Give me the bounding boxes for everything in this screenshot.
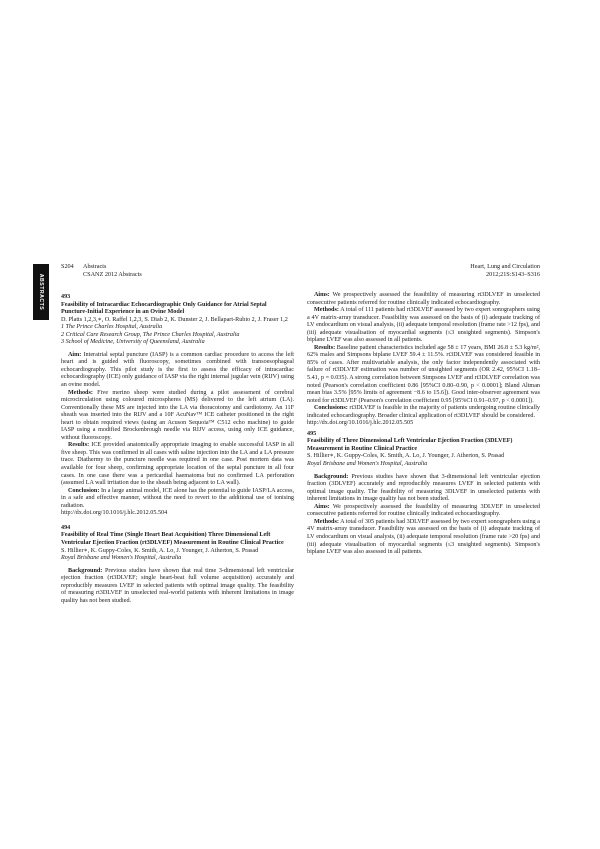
abstract-authors: S. Hillier∗, K. Guppy-Coles, K. Smith, A. Lo, J. Younger, J. Atherton, S. Prasad xyxy=(307,453,505,460)
right-column xyxy=(307,292,540,557)
section-label: Aims: xyxy=(314,292,330,298)
abstract-methods xyxy=(61,390,294,443)
abstract-aims xyxy=(307,292,540,307)
abstract-authors: D. Platts 1,2,3,∗, O. Raffel 1,2,3, S. Diab 2, K. Dunster 2, J. Bellapart-Rubio 2, J. Fraser 1,2 xyxy=(61,316,288,323)
section-text: Five merino sheep were studied during a pilot assessment of cerebral microcirculation using coloured microspheres (MS) delivered to the left atrium (LA). Conventionally these MS are injected into the LA via thoracotomy and cardiotomy. An 11F sheath was inserted into the RIJV and a 10F AcuNav™ ICE catheter positioned in the right heart to obtain required views (using an Acuson Sequoia™ C512 echo machine) to guide IASP using a modified Brockenbrough needle via RIJV access, using only ICE guidance, without fluoroscopy. xyxy=(61,389,294,441)
section-label: Results: xyxy=(314,344,336,351)
section-label: Methods: xyxy=(314,307,339,314)
abstract-background xyxy=(61,568,294,606)
section-text: ICE provided anatomically appropriate imaging to enable successful IASP in all five sheep. This was confirmed in all cases with saline injection into the LA and a LA pressure trace. Diathermy to the puncture needle was required in one case. Post mortem data was available for four sheep, confirming appropriate location of the septal puncture in all four cases. In one case there was a pericardial haematoma but no confirmed LA perforation (assumed LA wall irritation due to the sheath being adjacent to LA wall). xyxy=(61,442,294,487)
abstract-number: 494 xyxy=(61,524,71,531)
section-label: Results: xyxy=(68,442,90,449)
section-text: Previous studies have shown that 3-dimensional left ventricular ejection fraction (3DLVEF) accurately and reproducibly measures LVEF in selected patients with optimal image quality. The feasibility of measuring 3DLVEF in unselected patients with inherent limitations in image quality has not been studied. xyxy=(307,473,540,503)
section-label: Aim: xyxy=(68,351,82,358)
section-text: A total of 305 patients had 3DLVEF assessed by two expert sonographers using a 4V matrix-array transducer. Feasibility was assessed on the basis of (i) adequate tracking of LV endocardium on visual analysis, (ii) adequate temporal resolution (frame rate >20 fps) and (iii) adequate visualisation of myocardial segments (≤3 unsighted segments). Simpson's biplane LVEF was also assessed in all patients. xyxy=(307,518,540,556)
section-text: A total of 111 patients had rt3DLVEF assessed by two expert sonographers using a 4V matrix-array transducer. Feasibility was assessed on the basis of (i) adequate tracking of LV endocardium on visual analysis, (ii) adequate temporal resolution (frame rate >12 fps), and (iii) adequate visualisation of myocardial segments (≤3 unsighted segments). Simpson's biplane LVEF was also assessed in all patients. xyxy=(307,307,540,344)
abstract-number: 493 xyxy=(61,294,71,300)
meeting-name: CSANZ 2012 Abstracts xyxy=(83,270,142,278)
section-label: Aims: xyxy=(314,503,330,510)
abstract-background xyxy=(307,474,540,504)
abstract-495 xyxy=(307,431,540,557)
header-right xyxy=(470,263,540,278)
section-tab xyxy=(33,264,49,320)
abstract-conclusions xyxy=(307,405,540,420)
section-text: Previous studies have shown that real time 3-dimensional left ventricular ejection fraction (rt3DLVEF; single heart-beat full volume acquisition) accurately and reproducibly measures LVEF in selected patients with optimal image quality. The feasibility of measuring rt3DLVEF in unselected real-world patients with inherent limitations in image quality has not been studied. xyxy=(61,567,294,604)
abstract-authors: S. Hillier∗, K. Guppy-Coles, K. Smith, A. Lo, J. Younger, J. Atherton, S. Prasad xyxy=(61,547,259,554)
abstract-title: Feasibility of Intracardiac Echocardiographic Only Guidance for Atrial Septal Puncture-Initial Experience in an Ovine Model xyxy=(61,301,267,316)
abstract-aim xyxy=(61,352,294,390)
journal-citation: 2012;21S:S143–S316 xyxy=(486,270,540,278)
section-label: Background: xyxy=(68,567,103,574)
doi-link[interactable]: http://dx.doi.org/10.1016/j.hlc.2012.05.504 xyxy=(61,510,168,517)
abstract-results xyxy=(61,442,294,487)
section-text: Baseline patient characteristics included age 58 ± 17 years, BMI 26.8 ± 5.3 kg/m², 62% males and Simpsons biplane LVEF 59.4 ± 11.5%. rt3DLVEF was considered feasible in 85% of cases. After multivariable analysis, the only factor independently associated with failure of rt3DLVEF estimation was number of unsighted segments (OR 2.42, 95%CI 1.18–5.41, p = 0.035). A strong correlation between Simpsons LVEF and rt3DLVEF correlation was noted (Pearson's correlation coefficient 0.86 [95%CI 0.80–0.90, p < 0.0001]; Bland Altman mean bias 3.5% [95% limits of agreement −8.6 to 15.6]). Good inter-observer agreement was noted for rt3DLVEF (Pearson's correlation coefficient 0.95 [95%CI 0.91–0.97, p < 0.0001]). xyxy=(307,344,540,404)
abstract-methods xyxy=(307,519,540,557)
abstract-title: Feasibility of Real Time (Single Heart Beat Acquisition) Three Dimensional Left Ventricular Ejection Fraction (rt3DLVEF) Measurement in Routine Clinical Practice xyxy=(61,532,284,546)
affiliation: 3 School of Medicine, University of Queensland, Australia xyxy=(61,339,205,346)
abstract-494-continued xyxy=(307,292,540,428)
section-text: In a large animal model, ICE alone has the potential to guide IASP/LA access, in a safe and effective manner, without the need to revert to the additional use of ionising radiation. xyxy=(61,487,294,509)
journal-name: Heart, Lung and Circulation xyxy=(470,263,540,270)
affiliations xyxy=(61,555,294,563)
affiliations xyxy=(61,324,294,347)
abstract-494 xyxy=(61,525,294,605)
page-number: S204 xyxy=(61,263,74,270)
section-text: rt3DLVEF is feasible in the majority of patients undergoing routine clinically indicated echocardiography. Broader clinical application of rt3DLVEF should be considered. xyxy=(307,405,540,419)
left-column xyxy=(61,294,294,605)
journal-section: Abstracts xyxy=(83,263,107,270)
section-text: Interatrial septal puncture (IASP) is a common cardiac procedure to access the left heart and is guided with fluoroscopy, sometimes combined with transoesophageal echocardiography. This pilot study is the first to assess the efficacy of intracardiac echocardiography (ICE) only guidance of IASP via the right internal jugular vein (RIJV) using an ovine model. xyxy=(61,351,294,389)
abstract-number: 495 xyxy=(307,430,317,437)
section-label: Background: xyxy=(314,473,349,480)
abstract-methods xyxy=(307,307,540,345)
section-label: Conclusions: xyxy=(314,405,348,412)
abstract-aims xyxy=(307,504,540,519)
abstract-493 xyxy=(61,294,294,518)
abstract-conclusion xyxy=(61,488,294,511)
abstract-title: Feasibility of Three Dimensional Left Ventricular Ejection Fraction (3DLVEF) Measurement in Routine Clinical Practice xyxy=(307,438,513,452)
affiliations xyxy=(307,461,540,469)
affiliation: 2 Critical Care Research Group, The Prince Charles Hospital, Australia xyxy=(61,331,240,338)
section-text: We prospectively assessed the feasibility of measuring 3DLVEF in unselected consecutive patients referred for routine clinically indicated echocardiography. xyxy=(307,503,540,518)
affiliation: Royal Brisbane and Women's Hospital, Australia xyxy=(61,555,182,562)
section-label: Methods: xyxy=(314,518,339,525)
section-text: We prospectively assessed the feasibility of measuring rt3DLVEF in unselected consecutive patients referred for routine clinically indicated echocardiography. xyxy=(307,292,540,306)
section-tab-label: ABSTRACTS xyxy=(38,273,44,311)
affiliation: Royal Brisbane and Women's Hospital, Australia xyxy=(307,461,428,468)
abstract-results xyxy=(307,345,540,405)
doi-link[interactable]: http://dx.doi.org/10.1016/j.hlc.2012.05.505 xyxy=(307,420,414,427)
section-label: Conclusion: xyxy=(68,487,100,494)
affiliation: 1 The Prince Charles Hospital, Australia xyxy=(61,324,163,331)
section-label: Methods: xyxy=(68,389,93,396)
header-left xyxy=(83,263,142,278)
